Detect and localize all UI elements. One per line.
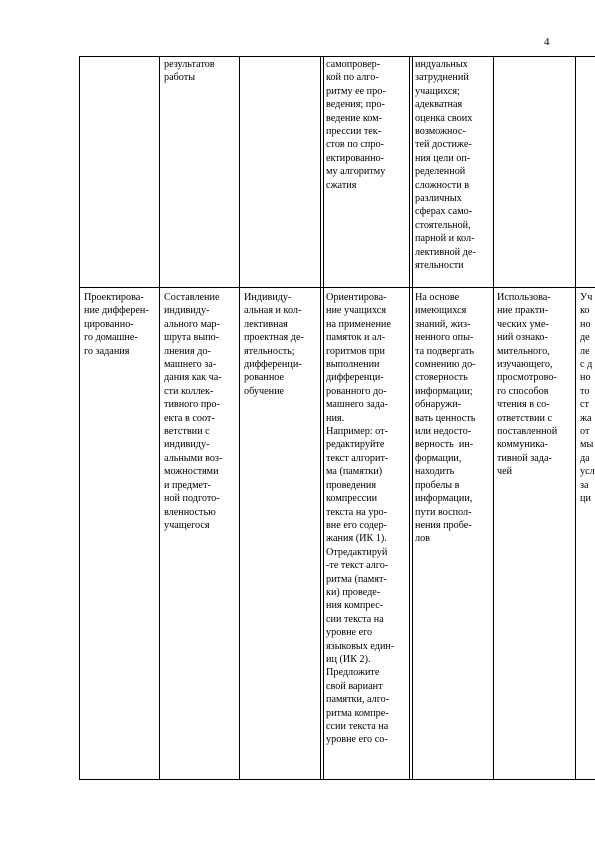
row2-col5-cell: На основе имеющихся знаний, жиз- ненного опы- та подвергать сомнению до- стоверность информации; обнаружи- вать ценность или недосто- верность ин- формации, находить пробелы в информации, пути воспол- нения пробе- лов [415,292,476,545]
column-divider [493,56,494,780]
row1-col4-cell: самопровер- кой по алго- ритму ее про- ведения; про- ведение ком- прессии тек- стов по спро- ектированно- му алгоритму сжатия [326,59,386,191]
row2-col6-cell: Использова- ние практи- ческих уме- ний ознако- мительного, изучающего, просмотрово- го способов чтения в со- ответствии с поставленной коммуника- тивной зада- чей [497,292,558,478]
column-divider [323,56,324,780]
column-divider [239,56,240,780]
column-divider [320,56,321,780]
lesson-plan-table [79,56,595,780]
row2-col4-cell: Ориентирова- ние учащихся на применение памяток и ал- горитмов при выполнении дифференци- рованного до- машнего зада- ния. Например: от- редактируйте текст алгорит- ма (памятки) проведения компрессии текста на уро- вне его содер- жания (ИК 1). Отредактируй -те текст алго- ритма (памят- ки) проведе- ния компрес- сии текста на уровне его языковых един- иц (ИК 2). Предложите свой вариант памятки, алго- ритма компре- ссии текста на уровне его со- [326,292,395,746]
row2-col1-cell: Проектирова- ние дифферен- цированно- го домашне- го задания [84,292,149,357]
column-divider [159,56,160,780]
row-divider [79,287,595,288]
column-divider [412,56,413,780]
row2-col7-cell: Уч ко но де ле с д но то ст жа от мы да усл за ци [580,292,595,505]
row1-col5-cell: индуальных затруднений учащихся; адекватная оценка своих возможнос- тей достиже- ния цели оп- ределенной сложности в различных сферах само- стоятельной, парной и кол- лективной де- ятельности [415,59,476,272]
column-divider [79,56,80,780]
column-divider [575,56,576,780]
row1-col2-cell: результатов работы [164,59,215,84]
table-bottom-border [79,779,595,780]
table-top-border [79,56,595,57]
row2-col3-cell: Индивиду- альная и кол- лективная проектная де- ятельность; дифференци- рованное обучение [244,292,304,397]
row2-col2-cell: Составление индивиду- ального мар- шрута выпо- лнения до- машнего за- дания как ча- сти коллек- тивного про- екта в соот- ветствии с индивиду- альными воз- можностями и предмет- ной подгото- вленностью учащегося [164,292,223,531]
page-number: 4 [544,36,550,48]
column-divider [409,56,410,780]
